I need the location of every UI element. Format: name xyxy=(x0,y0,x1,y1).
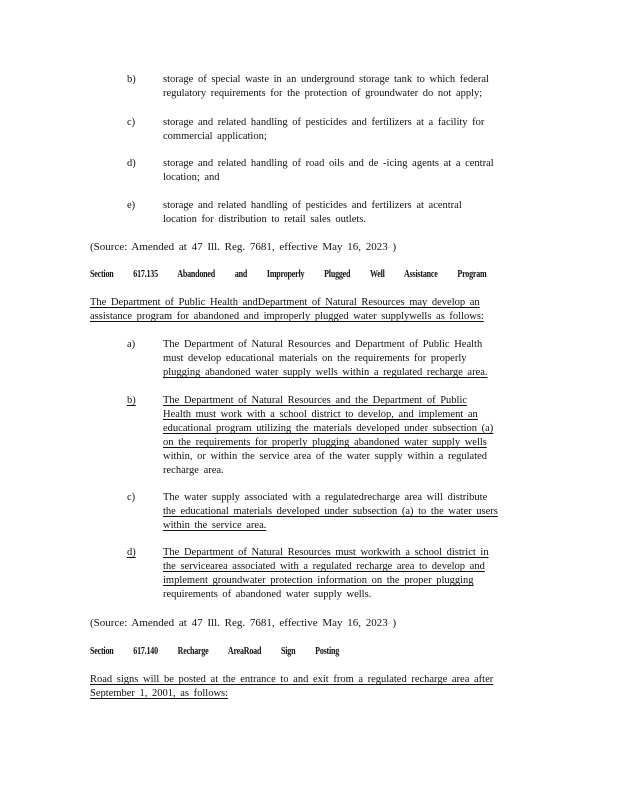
item-label: e) xyxy=(127,200,136,211)
text-line: location; and xyxy=(163,172,220,183)
text-line: storage and related handling of pesticides and fertilizers at a facility for xyxy=(163,117,485,128)
text-line: on the requirements for properly plugging abandoned water supply wells xyxy=(163,437,487,448)
item-text xyxy=(163,491,535,533)
item-text xyxy=(163,116,535,144)
text-line: the servicearea associated with a regulated recharge area to develop and xyxy=(163,561,485,572)
text-line: The Department of Natural Resources and the Department of Public xyxy=(163,395,468,406)
text-line: within the service area. xyxy=(163,520,267,531)
section-intro xyxy=(90,296,525,324)
item-label: b) xyxy=(127,395,136,406)
text-line: The Department of Natural Resources and Department of Public Health xyxy=(163,339,483,350)
item-label: b) xyxy=(127,74,136,85)
text-line: Health must work with a school district to develop, and implement an xyxy=(163,409,478,420)
text-line: Road signs will be posted at the entrance to and exit from a regulated recharge area after xyxy=(90,674,494,685)
section-heading: Section 617.140 Recharge AreaRoad Sign Posting xyxy=(90,645,340,657)
text-line: The Department of Natural Resources must workwith a school district in xyxy=(163,547,489,558)
section-intro xyxy=(90,673,525,701)
text-line: assistance program for abandoned and improperly plugged water supplywells as follows: xyxy=(90,311,484,322)
text-line: storage and related handling of road oils and de -icing agents at a central xyxy=(163,158,494,169)
text-line: within, or within the service area of the water supply within a regulated xyxy=(163,451,488,462)
item-label: c) xyxy=(127,117,136,128)
text-line: plugging abandoned water supply wells within a regulated recharge area. xyxy=(163,367,488,378)
source-note: (Source: Amended at 47 Ill. Reg. 7681, effective May 16, 2023 ) xyxy=(90,617,397,629)
item-text xyxy=(163,157,535,185)
source-note: (Source: Amended at 47 Ill. Reg. 7681, effective May 16, 2023 ) xyxy=(90,241,397,253)
text-line: the educational materials developed under subsection (a) to the water users xyxy=(163,506,498,517)
item-text xyxy=(163,73,535,101)
text-line: September 1, 2001, as follows: xyxy=(90,688,229,699)
item-text xyxy=(163,394,535,478)
text-line: storage of special waste in an underground storage tank to which federal xyxy=(163,74,489,85)
text-line: storage and related handling of pesticides and fertilizers at acentral xyxy=(163,200,462,211)
text-line: educational program utilizing the materials developed under subsection (a) xyxy=(163,423,494,434)
item-label: c) xyxy=(127,492,136,503)
text-line: The Department of Public Health andDepartment of Natural Resources may develop an xyxy=(90,297,480,308)
item-text xyxy=(163,199,535,227)
text-line: The water supply associated with a regulatedrecharge area will distribute xyxy=(163,492,488,503)
text-line: must develop educational materials on the requirements for properly xyxy=(163,353,467,364)
text-line: regulatory requirements for the protection of groundwater do not apply; xyxy=(163,88,483,99)
item-text xyxy=(163,546,535,602)
section-heading: Section 617.135 Abandoned and Improperly Plugged Well Assistance Program xyxy=(90,268,487,280)
text-line: commercial application; xyxy=(163,131,267,142)
text-line: implement groundwater protection information on the proper plugging xyxy=(163,575,474,586)
text-line: recharge area. xyxy=(163,465,224,476)
text-line: location for distribution to retail sales outlets. xyxy=(163,214,367,225)
text-line: requirements of abandoned water supply wells. xyxy=(163,589,372,600)
item-label: a) xyxy=(127,339,136,350)
item-text xyxy=(163,338,535,380)
item-label: d) xyxy=(127,547,136,558)
item-label: d) xyxy=(127,158,136,169)
